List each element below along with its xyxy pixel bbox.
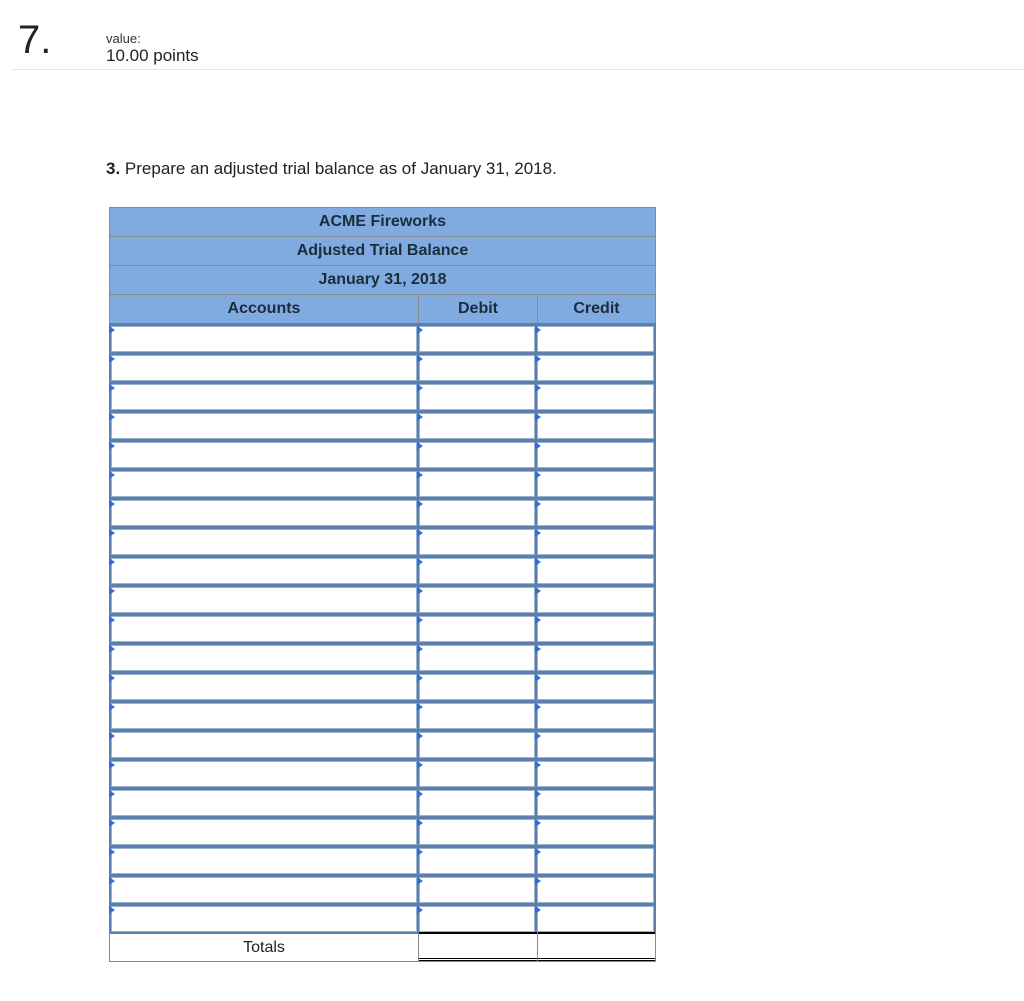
credit-input[interactable] — [537, 906, 654, 932]
dropdown-marker-icon — [417, 761, 423, 769]
debit-cell — [418, 645, 536, 671]
credit-cell — [536, 413, 655, 439]
column-header-credit: Credit — [537, 295, 655, 323]
credit-input[interactable] — [537, 877, 654, 903]
dropdown-marker-icon — [417, 500, 423, 508]
table-row — [109, 584, 656, 613]
dropdown-marker-icon — [417, 732, 423, 740]
account-cell — [110, 616, 418, 642]
credit-cell — [536, 674, 655, 700]
table-row — [109, 642, 656, 671]
credit-cell — [536, 558, 655, 584]
credit-cell — [536, 848, 655, 874]
account-cell — [110, 674, 418, 700]
debit-cell — [418, 790, 536, 816]
account-cell — [110, 413, 418, 439]
credit-cell — [536, 587, 655, 613]
dropdown-marker-icon — [535, 703, 541, 711]
dropdown-marker-icon — [417, 384, 423, 392]
debit-cell — [418, 732, 536, 758]
table-row — [109, 700, 656, 729]
account-cell — [110, 645, 418, 671]
dropdown-marker-icon — [109, 471, 115, 479]
column-header-row — [109, 294, 656, 323]
dropdown-marker-icon — [417, 413, 423, 421]
header-divider — [12, 69, 1024, 70]
account-cell — [110, 732, 418, 758]
dropdown-marker-icon — [109, 645, 115, 653]
trial-balance-table — [109, 207, 656, 962]
credit-input[interactable] — [537, 732, 654, 758]
credit-cell — [536, 500, 655, 526]
debit-cell — [418, 442, 536, 468]
dropdown-marker-icon — [109, 790, 115, 798]
account-input[interactable] — [111, 587, 417, 613]
dropdown-marker-icon — [535, 819, 541, 827]
account-input[interactable] — [111, 645, 417, 671]
dropdown-marker-icon — [417, 587, 423, 595]
debit-input[interactable] — [419, 384, 535, 410]
table-row — [109, 555, 656, 584]
account-input[interactable] — [111, 558, 417, 584]
dropdown-marker-icon — [417, 645, 423, 653]
account-input[interactable] — [111, 877, 417, 903]
debit-cell — [418, 587, 536, 613]
debit-input[interactable] — [419, 413, 535, 439]
debit-input[interactable] — [419, 355, 535, 381]
credit-input[interactable] — [537, 848, 654, 874]
credit-input[interactable] — [537, 587, 654, 613]
account-input[interactable] — [111, 616, 417, 642]
total-credit-cell — [537, 934, 655, 961]
debit-cell — [418, 326, 536, 352]
debit-cell — [418, 355, 536, 381]
dropdown-marker-icon — [535, 529, 541, 537]
credit-input[interactable] — [537, 529, 654, 555]
credit-input[interactable] — [537, 790, 654, 816]
dropdown-marker-icon — [417, 529, 423, 537]
debit-input[interactable] — [419, 587, 535, 613]
credit-cell — [536, 645, 655, 671]
statement-date: January 31, 2018 — [109, 265, 656, 294]
debit-input[interactable] — [419, 761, 535, 787]
account-input[interactable] — [111, 384, 417, 410]
dropdown-marker-icon — [535, 674, 541, 682]
totals-row — [109, 932, 656, 962]
credit-input[interactable] — [537, 616, 654, 642]
dropdown-marker-icon — [417, 848, 423, 856]
account-input[interactable] — [111, 790, 417, 816]
account-cell — [110, 703, 418, 729]
debit-cell — [418, 413, 536, 439]
debit-input[interactable] — [419, 616, 535, 642]
credit-input[interactable] — [537, 500, 654, 526]
dropdown-marker-icon — [109, 877, 115, 885]
account-cell — [110, 326, 418, 352]
credit-input[interactable] — [537, 703, 654, 729]
debit-input[interactable] — [419, 529, 535, 555]
dropdown-marker-icon — [417, 790, 423, 798]
account-cell — [110, 790, 418, 816]
account-cell — [110, 442, 418, 468]
dropdown-marker-icon — [535, 645, 541, 653]
table-row — [109, 526, 656, 555]
dropdown-marker-icon — [535, 732, 541, 740]
credit-cell — [536, 703, 655, 729]
account-input[interactable] — [111, 355, 417, 381]
points-value: 10.00 points — [106, 46, 199, 65]
dropdown-marker-icon — [109, 819, 115, 827]
account-cell — [110, 848, 418, 874]
account-cell — [110, 761, 418, 787]
dropdown-marker-icon — [417, 877, 423, 885]
debit-input[interactable] — [419, 471, 535, 497]
debit-cell — [418, 761, 536, 787]
credit-cell — [536, 355, 655, 381]
dropdown-marker-icon — [535, 616, 541, 624]
credit-input[interactable] — [537, 442, 654, 468]
dropdown-marker-icon — [417, 616, 423, 624]
table-row — [109, 323, 656, 352]
debit-input[interactable] — [419, 326, 535, 352]
credit-input[interactable] — [537, 326, 654, 352]
debit-cell — [418, 529, 536, 555]
dropdown-marker-icon — [417, 558, 423, 566]
debit-input[interactable] — [419, 819, 535, 845]
account-input[interactable] — [111, 674, 417, 700]
statement-title: Adjusted Trial Balance — [109, 236, 656, 265]
credit-cell — [536, 906, 655, 932]
table-row — [109, 758, 656, 787]
dropdown-marker-icon — [109, 384, 115, 392]
instruction-text — [106, 159, 557, 179]
dropdown-marker-icon — [417, 471, 423, 479]
account-cell — [110, 500, 418, 526]
debit-cell — [418, 674, 536, 700]
dropdown-marker-icon — [535, 384, 541, 392]
dropdown-marker-icon — [535, 906, 541, 914]
table-row — [109, 352, 656, 381]
debit-cell — [418, 471, 536, 497]
instruction-body: Prepare an adjusted trial balance as of January 31, 2018. — [120, 159, 557, 178]
dropdown-marker-icon — [109, 442, 115, 450]
account-cell — [110, 384, 418, 410]
table-row — [109, 816, 656, 845]
debit-cell — [418, 703, 536, 729]
account-cell — [110, 529, 418, 555]
credit-input[interactable] — [537, 413, 654, 439]
value-label: value: — [106, 31, 141, 46]
table-row — [109, 497, 656, 526]
account-input[interactable] — [111, 500, 417, 526]
credit-input[interactable] — [537, 471, 654, 497]
debit-input[interactable] — [419, 906, 535, 932]
dropdown-marker-icon — [535, 355, 541, 363]
table-row — [109, 439, 656, 468]
credit-cell — [536, 616, 655, 642]
account-cell — [110, 877, 418, 903]
column-header-debit: Debit — [418, 295, 537, 323]
account-input[interactable] — [111, 761, 417, 787]
dropdown-marker-icon — [535, 877, 541, 885]
dropdown-marker-icon — [109, 703, 115, 711]
account-input[interactable] — [111, 442, 417, 468]
table-row — [109, 874, 656, 903]
dropdown-marker-icon — [417, 326, 423, 334]
dropdown-marker-icon — [535, 471, 541, 479]
debit-input[interactable] — [419, 703, 535, 729]
table-row — [109, 410, 656, 439]
account-cell — [110, 906, 418, 932]
dropdown-marker-icon — [535, 848, 541, 856]
account-input[interactable] — [111, 326, 417, 352]
debit-input[interactable] — [419, 732, 535, 758]
credit-input[interactable] — [537, 761, 654, 787]
dropdown-marker-icon — [417, 906, 423, 914]
account-input[interactable] — [111, 732, 417, 758]
dropdown-marker-icon — [535, 413, 541, 421]
table-row — [109, 903, 656, 932]
credit-input[interactable] — [537, 355, 654, 381]
credit-cell — [536, 819, 655, 845]
dropdown-marker-icon — [417, 819, 423, 827]
credit-input[interactable] — [537, 558, 654, 584]
account-input[interactable] — [111, 848, 417, 874]
dropdown-marker-icon — [109, 848, 115, 856]
debit-cell — [418, 500, 536, 526]
total-debit-cell — [418, 934, 537, 961]
dropdown-marker-icon — [535, 790, 541, 798]
credit-cell — [536, 442, 655, 468]
account-input[interactable] — [111, 529, 417, 555]
dropdown-marker-icon — [109, 732, 115, 740]
dropdown-marker-icon — [417, 442, 423, 450]
table-row — [109, 787, 656, 816]
account-input[interactable] — [111, 819, 417, 845]
table-row — [109, 845, 656, 874]
credit-cell — [536, 790, 655, 816]
credit-cell — [536, 384, 655, 410]
credit-input[interactable] — [537, 645, 654, 671]
dropdown-marker-icon — [535, 500, 541, 508]
dropdown-marker-icon — [417, 674, 423, 682]
instruction-number: 3. — [106, 159, 121, 178]
credit-cell — [536, 732, 655, 758]
account-cell — [110, 558, 418, 584]
credit-cell — [536, 326, 655, 352]
debit-input[interactable] — [419, 674, 535, 700]
dropdown-marker-icon — [535, 326, 541, 334]
credit-input[interactable] — [537, 674, 654, 700]
dropdown-marker-icon — [417, 355, 423, 363]
question-number: 7. — [18, 18, 52, 62]
debit-input[interactable] — [419, 645, 535, 671]
account-input[interactable] — [111, 906, 417, 932]
totals-label: Totals — [243, 938, 285, 956]
debit-cell — [418, 616, 536, 642]
dropdown-marker-icon — [109, 558, 115, 566]
debit-cell — [418, 848, 536, 874]
debit-input[interactable] — [419, 790, 535, 816]
debit-input[interactable] — [419, 500, 535, 526]
dropdown-marker-icon — [417, 703, 423, 711]
account-cell — [110, 355, 418, 381]
account-input[interactable] — [111, 413, 417, 439]
debit-cell — [418, 384, 536, 410]
dropdown-marker-icon — [109, 906, 115, 914]
entry-rows — [109, 323, 656, 932]
table-row — [109, 613, 656, 642]
dropdown-marker-icon — [535, 558, 541, 566]
account-cell — [110, 819, 418, 845]
account-cell — [110, 471, 418, 497]
table-row — [109, 468, 656, 497]
dropdown-marker-icon — [109, 616, 115, 624]
credit-input[interactable] — [537, 819, 654, 845]
dropdown-marker-icon — [109, 413, 115, 421]
column-header-accounts: Accounts — [227, 300, 301, 317]
dropdown-marker-icon — [109, 761, 115, 769]
dropdown-marker-icon — [535, 587, 541, 595]
table-row — [109, 381, 656, 410]
account-cell — [110, 587, 418, 613]
company-name: ACME Fireworks — [109, 207, 656, 236]
debit-cell — [418, 819, 536, 845]
debit-cell — [418, 906, 536, 932]
debit-cell — [418, 877, 536, 903]
account-input[interactable] — [111, 471, 417, 497]
dropdown-marker-icon — [109, 326, 115, 334]
debit-cell — [418, 558, 536, 584]
credit-cell — [536, 761, 655, 787]
table-row — [109, 729, 656, 758]
dropdown-marker-icon — [109, 500, 115, 508]
dropdown-marker-icon — [109, 529, 115, 537]
credit-cell — [536, 877, 655, 903]
dropdown-marker-icon — [109, 587, 115, 595]
account-input[interactable] — [111, 703, 417, 729]
table-row — [109, 671, 656, 700]
debit-input[interactable] — [419, 877, 535, 903]
credit-cell — [536, 471, 655, 497]
debit-input[interactable] — [419, 848, 535, 874]
debit-input[interactable] — [419, 558, 535, 584]
credit-cell — [536, 529, 655, 555]
dropdown-marker-icon — [109, 355, 115, 363]
dropdown-marker-icon — [109, 674, 115, 682]
credit-input[interactable] — [537, 384, 654, 410]
debit-input[interactable] — [419, 442, 535, 468]
dropdown-marker-icon — [535, 442, 541, 450]
dropdown-marker-icon — [535, 761, 541, 769]
